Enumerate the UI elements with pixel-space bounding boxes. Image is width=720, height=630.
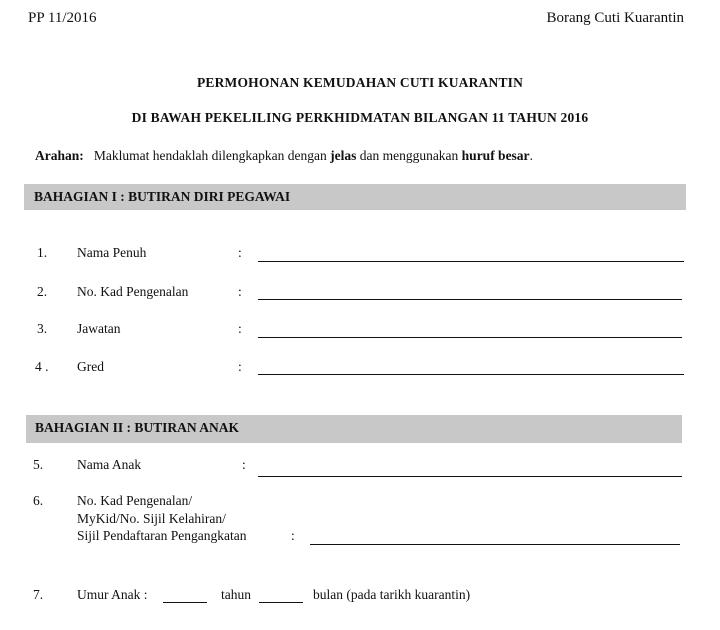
- field-7-number: 7.: [33, 587, 44, 602]
- child-name-input-line[interactable]: [258, 476, 682, 477]
- field-5-label: Nama Anak: [77, 457, 142, 472]
- field-3-number: 3.: [37, 321, 48, 336]
- child-age-years-input-line[interactable]: [163, 602, 207, 603]
- field-3-label: Jawatan: [77, 321, 121, 336]
- ic-number-input-line[interactable]: [258, 299, 682, 300]
- field-1-label: Nama Penuh: [77, 245, 147, 260]
- form-name: Borang Cuti Kuarantin: [546, 10, 684, 26]
- field-6-number: 6.: [33, 493, 44, 508]
- child-age-months-input-line[interactable]: [259, 602, 303, 603]
- field-7-months-label: bulan (pada tarikh kuarantin): [313, 587, 471, 602]
- instructions-bold-2: huruf besar: [461, 148, 530, 163]
- field-2-colon: :: [238, 284, 242, 299]
- field-4-label: Gred: [77, 359, 104, 374]
- field-1-colon: :: [238, 245, 242, 260]
- section-2-header: [26, 415, 682, 443]
- field-2-label: No. Kad Pengenalan: [77, 284, 189, 299]
- instructions: [35, 148, 533, 164]
- section-1-title: BAHAGIAN I : BUTIRAN DIRI PEGAWAI: [34, 189, 291, 204]
- full-name-input-line[interactable]: [258, 261, 684, 262]
- document-reference: PP 11/2016: [28, 10, 97, 26]
- field-4-number: 4 .: [35, 359, 49, 374]
- document-title: PERMOHONAN KEMUDAHAN CUTI KUARANTIN: [196, 75, 524, 90]
- field-1-number: 1.: [37, 245, 48, 260]
- instructions-text-3: .: [529, 148, 533, 163]
- instructions-text-2: dan menggunakan: [356, 148, 462, 163]
- field-2-number: 2.: [37, 284, 48, 299]
- grade-input-line[interactable]: [258, 374, 684, 375]
- child-id-input-line[interactable]: [310, 544, 680, 545]
- instructions-text-1: Maklumat hendaklah dilengkapkan dengan: [93, 148, 331, 163]
- section-2-title: BAHAGIAN II : BUTIRAN ANAK: [35, 420, 240, 435]
- instructions-bold-1: jelas: [330, 148, 357, 163]
- section-1-header: [24, 184, 686, 210]
- field-6-label-line2: MyKid/No. Sijil Kelahiran/: [77, 511, 226, 526]
- position-input-line[interactable]: [258, 337, 682, 338]
- field-7-label: Umur Anak :: [77, 587, 148, 602]
- document-subtitle: DI BAWAH PEKELILING PERKHIDMATAN BILANGAN 11 TAHUN 2016: [131, 110, 589, 125]
- field-3-colon: :: [238, 321, 242, 336]
- field-6-label-line3: Sijil Pendaftaran Pengangkatan: [77, 528, 247, 543]
- field-6-label-line1: No. Kad Pengenalan/: [77, 493, 193, 508]
- instructions-label: Arahan:: [35, 148, 84, 163]
- field-6-colon: :: [291, 528, 295, 543]
- field-5-colon: :: [242, 457, 246, 472]
- field-5-number: 5.: [33, 457, 44, 472]
- field-4-colon: :: [238, 359, 242, 374]
- field-7-years-label: tahun: [221, 587, 251, 602]
